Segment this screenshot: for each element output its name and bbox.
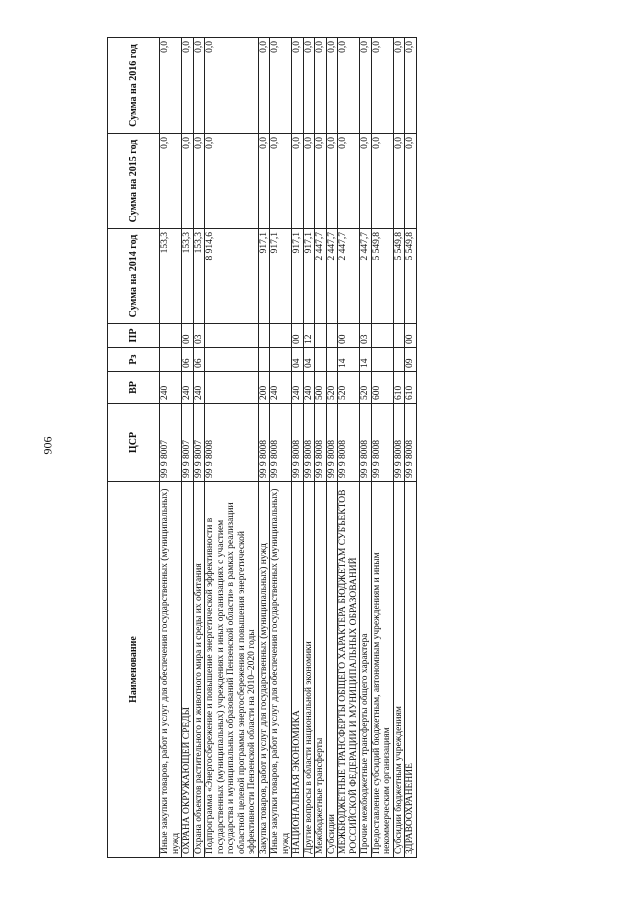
row-pr: [326, 324, 338, 348]
header-vr: ВР: [108, 372, 160, 404]
row-csr: 99 9 8007: [160, 404, 182, 482]
row-csr: 99 9 8008: [393, 404, 405, 482]
table-row: [292, 38, 304, 858]
row-csr: 99 9 8008: [405, 404, 417, 482]
row-sum-2015: 0,0: [292, 134, 304, 229]
row-pr: 03: [360, 324, 372, 348]
table-row: [205, 38, 259, 858]
table-row: [405, 38, 417, 858]
row-sum-2014: 153,3: [182, 229, 194, 324]
row-sum-2015: 0,0: [270, 134, 292, 229]
table-row: [270, 38, 292, 858]
row-name: НАЦИОНАЛЬНАЯ ЭКОНОМИКА: [292, 482, 304, 858]
row-vr: 610: [393, 372, 405, 404]
row-sum-2016: 0,0: [292, 38, 304, 134]
table-row: [393, 38, 405, 858]
row-pr: 00: [338, 324, 360, 348]
header-pr: ПР: [108, 324, 160, 348]
row-rz: [270, 348, 292, 372]
row-sum-2016: 0,0: [393, 38, 405, 134]
row-name: Другие вопросы в области национальной экономики: [303, 482, 315, 858]
row-sum-2014: 917,1: [270, 229, 292, 324]
row-csr: 99 9 8008: [270, 404, 292, 482]
row-sum-2016: 0,0: [360, 38, 372, 134]
row-vr: 520: [326, 372, 338, 404]
row-csr: 99 9 8007: [182, 404, 194, 482]
row-name: Подпрограмма «Энергосбережение и повышение энергетической эффективности в государственных (муниципальных) учреждениях и иных организациях с участием государства и муниципальных образований Пензенской области» в рамках реализации областной целевой программы энергосбережения и повышения энергетической эффективности Пензенской области на 2010–2020 годы: [205, 482, 259, 858]
row-csr: 99 9 8008: [371, 404, 393, 482]
row-rz: 06: [182, 348, 194, 372]
row-pr: 12: [303, 324, 315, 348]
row-csr: 99 9 8008: [326, 404, 338, 482]
row-sum-2014: 5 549,8: [405, 229, 417, 324]
row-rz: [258, 348, 270, 372]
row-pr: 00: [292, 324, 304, 348]
row-name: Иные закупки товаров, работ и услуг для обеспечения государственных (муниципальных) нужд: [160, 482, 182, 858]
header-sum-2014: Сумма на 2014 год: [108, 229, 160, 324]
row-pr: 03: [193, 324, 205, 348]
row-name: ЗДРАВООХРАНЕНИЕ: [405, 482, 417, 858]
header-sum-2016: Сумма на 2016 год: [108, 38, 160, 134]
header-csr: ЦСР: [108, 404, 160, 482]
row-vr: 520: [360, 372, 372, 404]
row-csr: 99 9 8008: [205, 404, 259, 482]
row-name: Субсидии бюджетным учреждениям: [393, 482, 405, 858]
table-header-row: [108, 38, 160, 858]
row-sum-2016: 0,0: [258, 38, 270, 134]
row-sum-2016: 0,0: [315, 38, 327, 134]
row-vr: 600: [371, 372, 393, 404]
row-vr: 240: [303, 372, 315, 404]
row-name: Прочие межбюджетные трансферты общего характера: [360, 482, 372, 858]
table-row: [338, 38, 360, 858]
row-rz: [160, 348, 182, 372]
row-vr: 240: [193, 372, 205, 404]
row-sum-2015: 0,0: [393, 134, 405, 229]
row-sum-2016: 0,0: [193, 38, 205, 134]
table-row: [303, 38, 315, 858]
row-pr: [315, 324, 327, 348]
table-row: [371, 38, 393, 858]
row-name: Иные закупки товаров, работ и услуг для обеспечения государственных (муниципальных) нужд: [270, 482, 292, 858]
row-rz: 06: [193, 348, 205, 372]
rotated-table-container: [107, 38, 557, 858]
row-name: Закупка товаров, работ и услуг для государственных (муниципальных) нужд: [258, 482, 270, 858]
header-sum-2015: Сумма на 2015 год: [108, 134, 160, 229]
row-rz: 14: [360, 348, 372, 372]
row-rz: 04: [292, 348, 304, 372]
page-number: 906: [40, 436, 55, 455]
row-rz: 09: [405, 348, 417, 372]
row-sum-2014: 153,3: [193, 229, 205, 324]
row-vr: 610: [405, 372, 417, 404]
row-sum-2015: 0,0: [360, 134, 372, 229]
row-sum-2014: 5 549,8: [393, 229, 405, 324]
row-rz: [315, 348, 327, 372]
row-rz: 04: [303, 348, 315, 372]
row-pr: 00: [182, 324, 194, 348]
table-row: [326, 38, 338, 858]
row-name: Межбюджетные трансферты: [315, 482, 327, 858]
row-vr: 240: [160, 372, 182, 404]
row-sum-2014: 917,1: [258, 229, 270, 324]
row-sum-2015: 0,0: [205, 134, 259, 229]
row-sum-2014: 917,1: [292, 229, 304, 324]
row-name: Субсидии: [326, 482, 338, 858]
row-sum-2014: 5 549,8: [371, 229, 393, 324]
row-csr: 99 9 8008: [338, 404, 360, 482]
row-sum-2016: 0,0: [371, 38, 393, 134]
row-vr: 240: [182, 372, 194, 404]
row-sum-2014: 917,1: [303, 229, 315, 324]
row-rz: [393, 348, 405, 372]
row-name: МЕЖБЮДЖЕТНЫЕ ТРАНСФЕРТЫ ОБЩЕГО ХАРАКТЕРА БЮДЖЕТАМ СУБЪЕКТОВ РОССИЙСКОЙ ФЕДЕРАЦИИ И МУНИЦИПАЛЬНЫХ ОБРАЗОВАНИЙ: [338, 482, 360, 858]
row-csr: 99 9 8008: [292, 404, 304, 482]
row-sum-2015: 0,0: [182, 134, 194, 229]
row-sum-2015: 0,0: [405, 134, 417, 229]
row-name: Охрана объектов растительного и животного мира и среды их обитания: [193, 482, 205, 858]
row-sum-2016: 0,0: [205, 38, 259, 134]
row-rz: [326, 348, 338, 372]
row-sum-2015: 0,0: [258, 134, 270, 229]
row-sum-2015: 0,0: [160, 134, 182, 229]
row-pr: 00: [405, 324, 417, 348]
row-sum-2016: 0,0: [160, 38, 182, 134]
row-sum-2016: 0,0: [405, 38, 417, 134]
row-csr: 99 9 8008: [315, 404, 327, 482]
row-vr: 200: [258, 372, 270, 404]
table-row: [160, 38, 182, 858]
table-row: [193, 38, 205, 858]
row-rz: 14: [338, 348, 360, 372]
row-sum-2015: 0,0: [338, 134, 360, 229]
row-vr: 240: [292, 372, 304, 404]
row-name: Предоставление субсидий бюджетным, автономным учреждениям и иным некоммерческим организациям: [371, 482, 393, 858]
table-row: [360, 38, 372, 858]
row-sum-2016: 0,0: [270, 38, 292, 134]
row-rz: [205, 348, 259, 372]
row-csr: 99 9 8008: [360, 404, 372, 482]
row-sum-2016: 0,0: [338, 38, 360, 134]
row-sum-2015: 0,0: [303, 134, 315, 229]
row-sum-2014: 2 447,7: [326, 229, 338, 324]
row-sum-2015: 0,0: [371, 134, 393, 229]
row-vr: [205, 372, 259, 404]
row-sum-2014: 2 447,7: [360, 229, 372, 324]
row-sum-2016: 0,0: [182, 38, 194, 134]
row-vr: 520: [338, 372, 360, 404]
row-sum-2015: 0,0: [315, 134, 327, 229]
row-csr: 99 9 8008: [303, 404, 315, 482]
row-vr: 500: [315, 372, 327, 404]
row-pr: [393, 324, 405, 348]
row-sum-2015: 0,0: [193, 134, 205, 229]
row-pr: [270, 324, 292, 348]
row-csr: 99 9 8007: [193, 404, 205, 482]
row-rz: [371, 348, 393, 372]
row-vr: 240: [270, 372, 292, 404]
header-name: Наименование: [108, 482, 160, 858]
row-sum-2014: 2 447,7: [338, 229, 360, 324]
table-row: [315, 38, 327, 858]
row-sum-2014: 2 447,7: [315, 229, 327, 324]
table-row: [182, 38, 194, 858]
row-sum-2016: 0,0: [326, 38, 338, 134]
row-sum-2015: 0,0: [326, 134, 338, 229]
row-sum-2016: 0,0: [303, 38, 315, 134]
row-pr: [258, 324, 270, 348]
table-row: [258, 38, 270, 858]
row-pr: [205, 324, 259, 348]
row-name: ОХРАНА ОКРУЖАЮЩЕЙ СРЕДЫ: [182, 482, 194, 858]
header-rz: Рз: [108, 348, 160, 372]
row-sum-2014: 8 914,6: [205, 229, 259, 324]
budget-table: [107, 37, 417, 858]
row-csr: 99 9 8008: [258, 404, 270, 482]
row-sum-2014: 153,3: [160, 229, 182, 324]
row-pr: [160, 324, 182, 348]
row-pr: [371, 324, 393, 348]
